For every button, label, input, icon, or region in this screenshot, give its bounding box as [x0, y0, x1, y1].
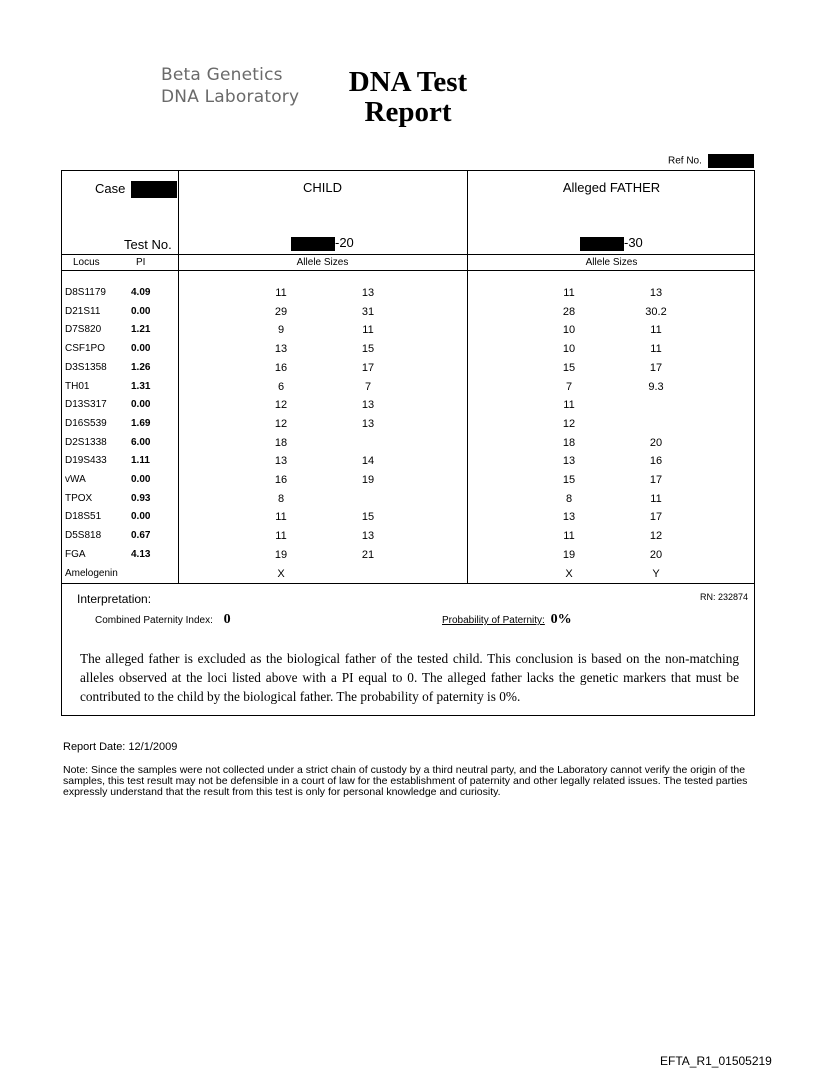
report-title-line2: Report — [364, 96, 452, 128]
child-header: CHILD — [302, 180, 342, 195]
interpretation-text: The alleged father is excluded as the biological father of the tested child. This conclusion is based on the non-matching alleles observed at the loci listed above with a PI equal to 0. The alleged father lacks the genetic markers that must be contributed to the child by the biological father. The probability of paternity is 0%. — [80, 651, 739, 704]
ref-redaction — [708, 154, 754, 168]
table-row — [61, 508, 756, 527]
child-allele-1: 8 — [277, 492, 285, 505]
father-allele-2: 17 — [649, 511, 663, 524]
cpi-value: 0 — [223, 612, 231, 627]
father-allele-1: 15 — [562, 474, 576, 486]
father-allele-1: 12 — [562, 417, 576, 430]
pi-cell: 1.21 — [131, 324, 151, 336]
child-allele-1: 29 — [274, 305, 288, 318]
pi-cell: 0.00 — [131, 399, 151, 411]
locus-cell: D5S818 — [65, 530, 102, 542]
pi-cell: 4.13 — [131, 548, 151, 560]
child-allele-1: 11 — [275, 530, 287, 543]
locus-cell: D16S539 — [65, 417, 107, 429]
pop-value: 0% — [550, 612, 572, 627]
child-allele-1: 12 — [274, 399, 288, 412]
child-allele-2: 13 — [361, 287, 375, 299]
locus-cell: FGA — [65, 548, 86, 560]
child-allele-2: 21 — [361, 548, 375, 561]
locus-cell: TPOX — [65, 492, 93, 504]
father-allele-2: 11 — [650, 324, 662, 337]
pop-field — [442, 612, 572, 629]
case-redaction — [131, 181, 177, 198]
father-allele-2: 12 — [649, 530, 663, 543]
pi-cell: 4.09 — [131, 287, 151, 298]
table-row — [61, 284, 756, 303]
row-divider — [61, 254, 755, 255]
case-cell — [95, 181, 177, 198]
locus-cell: D18S51 — [65, 511, 102, 523]
father-allele-1: 11 — [563, 399, 575, 412]
pi-cell: 0.67 — [131, 530, 151, 542]
child-allele-1: 13 — [274, 343, 288, 356]
pi-cell: 1.69 — [131, 417, 151, 429]
father-allele-1: 7 — [565, 380, 573, 393]
report-date: Report Date: 12/1/2009 — [63, 741, 178, 753]
father-header: Alleged FATHER — [562, 180, 661, 195]
father-allele-1: 13 — [562, 511, 576, 524]
table-row — [61, 565, 756, 584]
father-allele-1: 13 — [562, 455, 576, 468]
child-allele-2: 11 — [362, 324, 374, 337]
father-test-suffix: -30 — [624, 235, 643, 250]
father-allele-1: 15 — [562, 361, 576, 374]
father-alleles-header: Allele Sizes — [585, 257, 638, 268]
child-alleles-header: Allele Sizes — [296, 257, 349, 268]
table-row — [61, 452, 756, 471]
child-allele-1: 13 — [274, 455, 288, 468]
pi-cell: 1.31 — [131, 380, 151, 392]
rn-number: RN: 232874 — [700, 592, 749, 602]
child-allele-2: 13 — [361, 417, 375, 430]
father-allele-2: 17 — [649, 361, 663, 374]
ref-label: Ref No. — [668, 155, 702, 167]
child-allele-2: 13 — [361, 530, 375, 543]
child-allele-2: 15 — [361, 511, 375, 524]
lab-name-line1: Beta Genetics — [161, 65, 283, 85]
father-allele-1: 11 — [563, 287, 575, 299]
table-row — [61, 434, 756, 453]
locus-cell: vWA — [65, 474, 86, 485]
test-no-label: Test No. — [124, 237, 172, 252]
father-allele-2: 11 — [650, 492, 662, 505]
report-title — [318, 67, 498, 127]
cpi-label: Combined Paternity Index: — [95, 615, 213, 626]
report-title-line1: DNA Test — [348, 66, 468, 98]
pop-label: Probability of Paternity: — [442, 615, 545, 626]
child-allele-1: X — [277, 567, 285, 580]
locus-cell: D19S433 — [65, 455, 107, 467]
father-allele-1: 10 — [562, 343, 576, 356]
child-allele-2: 17 — [361, 361, 375, 374]
father-allele-1: 18 — [562, 436, 576, 449]
child-allele-1: 19 — [274, 548, 288, 561]
table-row — [61, 546, 756, 565]
ref-number — [668, 154, 754, 169]
table-row — [61, 490, 756, 509]
father-allele-1: 8 — [565, 492, 573, 505]
table-row — [61, 340, 756, 359]
locus-cell: Amelogenin — [65, 567, 118, 579]
interpretation-label: Interpretation: — [77, 592, 152, 606]
child-allele-2: 15 — [361, 343, 375, 356]
pi-cell: 0.00 — [131, 305, 151, 317]
table-row — [61, 378, 756, 397]
father-allele-2: 9.3 — [648, 380, 664, 393]
locus-cell: D7S820 — [65, 324, 102, 336]
locus-cell: CSF1PO — [65, 343, 106, 355]
lab-name — [161, 64, 299, 108]
child-allele-1: 16 — [274, 474, 288, 486]
father-allele-2: 30.2 — [645, 305, 667, 318]
pi-cell: 0.00 — [131, 511, 151, 523]
child-allele-2: 19 — [361, 474, 375, 486]
child-allele-1: 9 — [277, 324, 285, 337]
table-row — [61, 321, 756, 340]
child-allele-2: 14 — [361, 455, 375, 468]
father-allele-2: 17 — [649, 474, 663, 486]
pi-cell: 1.26 — [131, 361, 151, 373]
child-allele-1: 12 — [274, 417, 288, 430]
cpi-field — [95, 612, 231, 629]
lab-name-line2: DNA Laboratory — [161, 87, 300, 107]
father-allele-2: 13 — [649, 287, 663, 299]
child-allele-2: 31 — [361, 305, 375, 318]
father-test-redaction — [580, 237, 624, 251]
father-allele-2: 11 — [650, 343, 662, 356]
father-allele-2: 16 — [649, 455, 663, 468]
child-allele-1: 16 — [274, 361, 288, 374]
father-allele-1: X — [565, 567, 573, 580]
table-row — [61, 359, 756, 378]
locus-cell: D21S11 — [65, 305, 101, 317]
pi-cell: 0.00 — [131, 343, 151, 355]
father-allele-2: 20 — [649, 436, 663, 449]
father-test-no — [580, 235, 643, 251]
father-allele-1: 19 — [562, 548, 576, 561]
father-allele-1: 10 — [562, 324, 576, 337]
pi-cell: 0.93 — [131, 492, 151, 504]
father-allele-2: 20 — [649, 548, 663, 561]
locus-cell: TH01 — [65, 380, 90, 392]
pi-column-header: PI — [136, 257, 146, 268]
locus-cell: D8S1179 — [65, 287, 106, 298]
table-row — [61, 396, 756, 415]
child-allele-1: 18 — [274, 436, 288, 449]
father-allele-2: Y — [652, 567, 660, 580]
child-allele-2: 7 — [364, 380, 372, 393]
locus-cell: D2S1338 — [65, 436, 107, 448]
locus-cell: D3S1358 — [65, 361, 107, 373]
table-row — [61, 527, 756, 546]
child-allele-2: 13 — [361, 399, 375, 412]
pi-cell: 0.00 — [131, 474, 151, 485]
father-allele-1: 11 — [563, 530, 575, 543]
row-divider — [61, 270, 755, 271]
document-id: EFTA_R1_01505219 — [660, 1054, 772, 1068]
table-row — [61, 415, 756, 434]
table-row — [61, 471, 756, 490]
child-test-suffix: -20 — [335, 235, 354, 250]
child-allele-1: 11 — [275, 511, 287, 524]
child-test-redaction — [291, 237, 335, 251]
child-allele-1: 11 — [275, 287, 287, 299]
case-label: Case — [95, 181, 126, 196]
disclaimer-note: Note: Since the samples were not collected under a strict chain of custody by a third neutral party, and the Laboratory cannot verify the origin of the samples, this test result may not be defensible in a court of law for the establishment of paternity and other legally related issues. The tested parties expressly understand that the result from this test is only for personal knowledge and curiosity. — [63, 764, 748, 798]
locus-cell: D13S317 — [65, 399, 107, 411]
pi-cell: 6.00 — [131, 436, 151, 448]
child-test-no — [291, 235, 354, 251]
locus-column-header: Locus — [73, 257, 100, 268]
table-row — [61, 303, 756, 322]
child-allele-1: 6 — [277, 380, 285, 393]
pi-cell: 1.11 — [131, 455, 150, 467]
father-allele-1: 28 — [562, 305, 576, 318]
